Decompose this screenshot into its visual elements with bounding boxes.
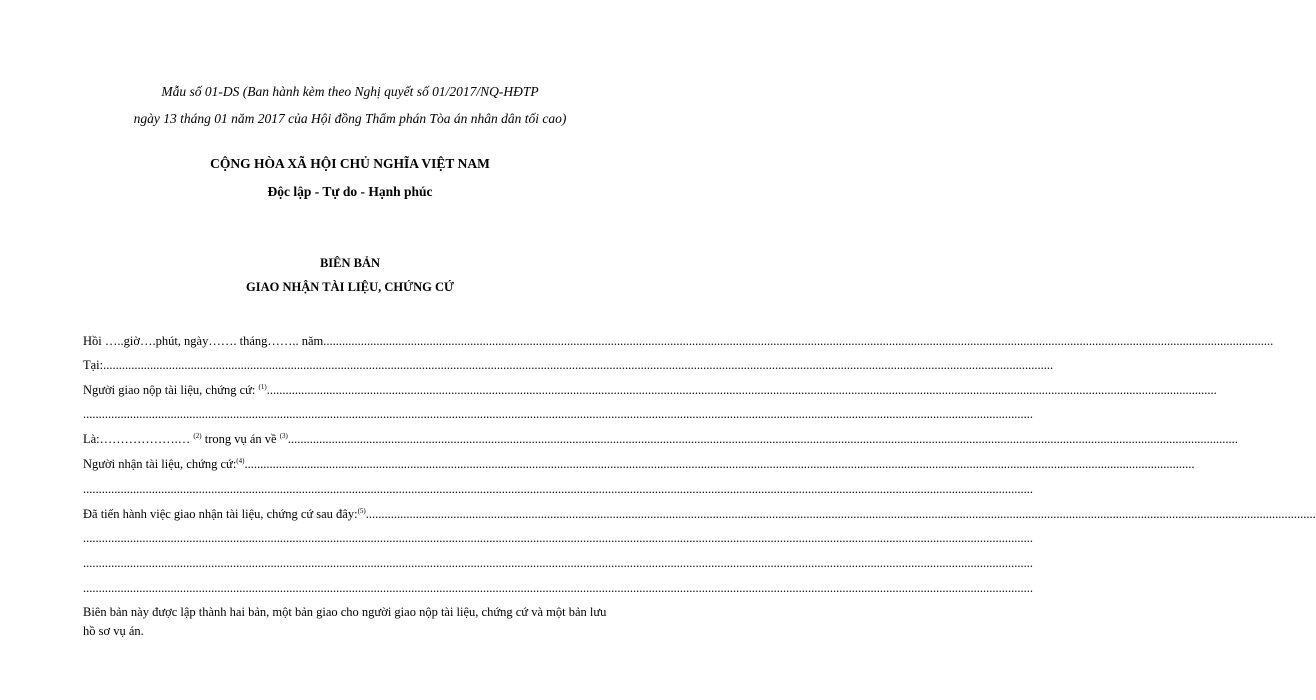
field-conducted-line [83,506,1316,522]
footnote-ref-2: (2) [193,432,202,440]
footnote-ref-1: (1) [258,383,267,391]
field-time-line [83,333,1274,349]
continuation-line [83,406,1033,422]
field-receiver-label: Người nhận tài liệu, chứng cứ: [83,457,237,471]
fill-dots: ................................................................................................................................................................................................................................................................................................................ [83,482,1033,496]
continuation-line [83,580,1033,596]
field-case-label: trong vụ án về [204,432,277,446]
fill-dots: ................................................................................................................................................................................................................................................................................................................ [287,432,1238,446]
form-reference-line-2: ngày 13 tháng 01 năm 2017 của Hội đồng Thẩm phán Tòa án nhân dân tối cao) [133,111,567,126]
closing-paragraph: Biên bản này được lập thành hai bản, một bản giao cho người giao nộp tài liệu, chứng cứ và một bản lưu hồ sơ vụ án. [83,605,607,638]
field-role-label: Là:……………….… [83,432,191,446]
fill-dots: ................................................................................................................................................................................................................................................................................................................ [323,334,1274,348]
field-giver-line [83,382,1217,398]
fill-dots: ................................................................................................................................................................................................................................................................................................................ [244,457,1195,471]
field-conducted-label: Đã tiến hành việc giao nhận tài liệu, chứng cứ sau đây: [83,507,358,521]
continuation-line [83,555,1033,571]
footnote-ref-5: (5) [357,507,366,515]
fill-dots: ................................................................................................................................................................................................................................................................................................................ [266,383,1217,397]
document-subtitle: GIAO NHẬN TÀI LIỆU, CHỨNG CỨ [246,280,454,294]
document-title: BIÊN BẢN [319,256,381,270]
national-motto: Độc lập - Tự do - Hạnh phúc [267,184,433,199]
field-receiver-line [83,456,1195,472]
footnote-ref-4: (4) [236,457,245,465]
fill-dots: ................................................................................................................................................................................................................................................................................................................ [83,531,1033,545]
field-time-label: Hồi …..giờ….phút, ngày……. tháng…….. năm [83,334,324,348]
fill-dots: ................................................................................................................................................................................................................................................................................................................ [83,407,1033,421]
field-place-label: Tại: [83,358,104,372]
fill-dots: ................................................................................................................................................................................................................................................................................................................ [103,358,1054,372]
fill-dots: ................................................................................................................................................................................................................................................................................................................ [365,507,1316,521]
field-place-line [83,357,1054,373]
field-role-line [83,431,1238,447]
national-title: CỘNG HÒA XÃ HỘI CHỦ NGHĨA VIỆT NAM [210,156,490,171]
field-giver-label: Người giao nộp tài liệu, chứng cứ: [83,383,256,397]
continuation-line [83,481,1033,497]
form-reference-line-1: Mẫu số 01-DS (Ban hành kèm theo Nghị quyết số 01/2017/NQ-HĐTP [161,84,539,99]
continuation-line [83,530,1033,546]
fill-dots: ................................................................................................................................................................................................................................................................................................................ [83,581,1033,595]
footnote-ref-3: (3) [279,432,288,440]
fill-dots: ................................................................................................................................................................................................................................................................................................................ [83,556,1033,570]
